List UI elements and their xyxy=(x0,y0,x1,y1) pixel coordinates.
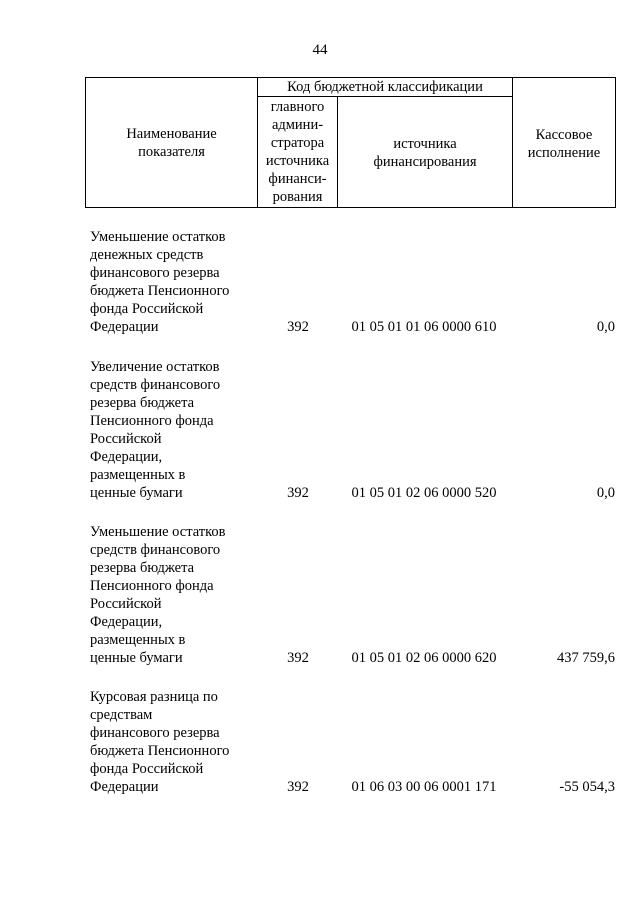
row-admin-code: 392 xyxy=(287,779,309,795)
row-execution-amount: 0,0 xyxy=(596,485,615,501)
row-indicator-name: Курсовая разница по средствам финансового резерва бюджета Пенсионного фонда Российской Федерации xyxy=(90,689,230,795)
header-bottom-border xyxy=(85,207,616,208)
header-name-column: Наименование показателя xyxy=(126,126,217,160)
header-execution-column: Кассовое исполнение xyxy=(527,127,601,161)
row-source-code: 01 05 01 02 06 0000 520 xyxy=(351,485,497,501)
row-execution-amount: 437 759,6 xyxy=(557,650,615,666)
row-admin-code: 392 xyxy=(287,485,309,501)
row-execution-amount: 0,0 xyxy=(596,319,615,335)
page-number: 44 xyxy=(312,42,328,58)
row-indicator-name: Уменьшение остатков средств финансового резерва бюджета Пенсионного фонда Российской Федерации, размещенных в ценные бумаги xyxy=(90,524,226,666)
row-indicator-name: Увеличение остатков средств финансового резерва бюджета Пенсионного фонда Российской Федерации, размещенных в ценные бумаги xyxy=(90,359,221,501)
row-source-code: 01 06 03 00 06 0001 171 xyxy=(351,779,497,795)
row-indicator-name: Уменьшение остатков денежных средств финансового резерва бюджета Пенсионного фонда Российской Федерации xyxy=(90,229,230,335)
row-source-code: 01 05 01 01 06 0000 610 xyxy=(351,319,497,335)
header-budget-code-group: Код бюджетной классификации xyxy=(287,79,483,95)
header-group-divider xyxy=(257,96,512,97)
header-source-column: источника финансирования xyxy=(373,136,477,170)
header-right-border xyxy=(615,77,616,208)
row-execution-amount: -55 054,3 xyxy=(559,779,615,795)
header-admin-column: главного админи- стратора источника финанси- рования xyxy=(265,99,330,205)
row-admin-code: 392 xyxy=(287,319,309,335)
row-source-code: 01 05 01 02 06 0000 620 xyxy=(351,650,497,666)
row-admin-code: 392 xyxy=(287,650,309,666)
